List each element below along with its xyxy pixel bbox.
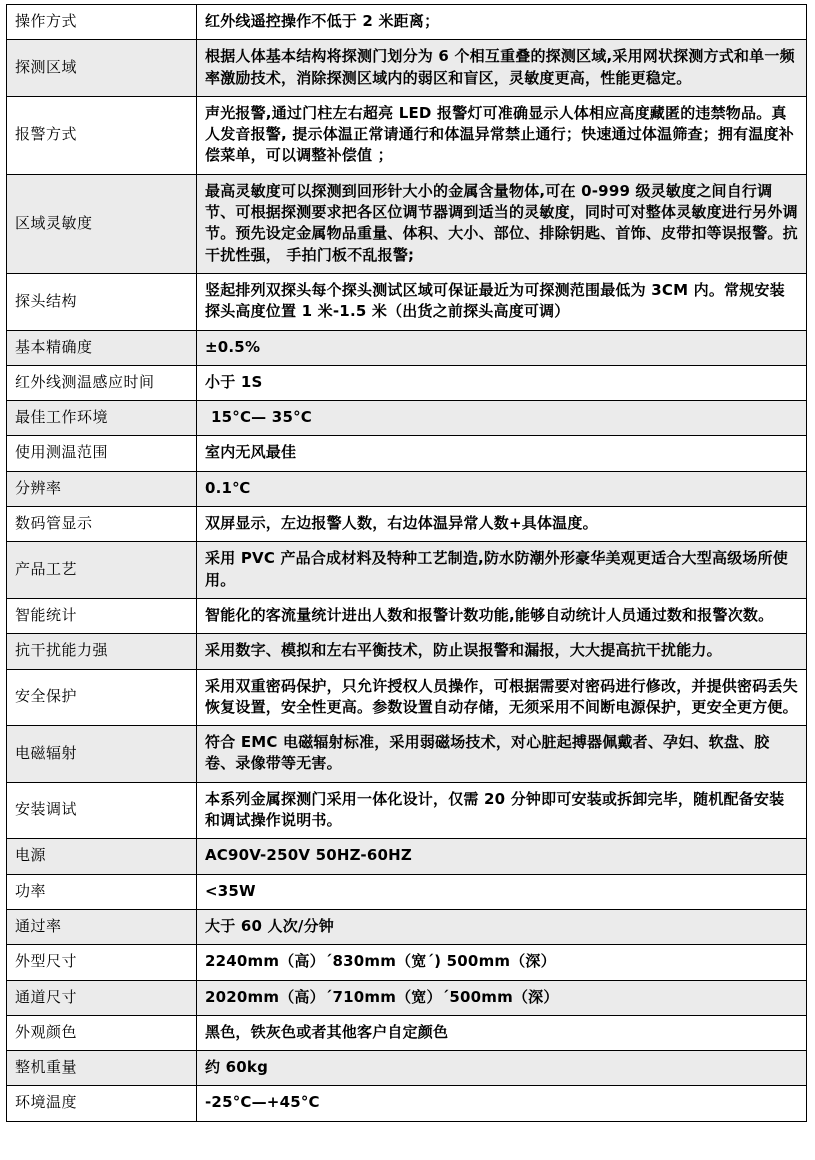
spec-label: 使用测温范围: [7, 436, 197, 471]
spec-label: 外观颜色: [7, 1015, 197, 1050]
spec-label: 功率: [7, 874, 197, 909]
table-row: [7, 96, 807, 174]
spec-label: 通过率: [7, 909, 197, 944]
spec-value: 小于 1S: [197, 365, 807, 400]
spec-value-text: 15°C— 35°C: [211, 408, 312, 427]
spec-value: 智能化的客流量统计进出人数和报警计数功能,能够自动统计人员通过数和报警次数。: [197, 598, 807, 633]
spec-label: 报警方式: [7, 96, 197, 174]
spec-value: 2020mm（高）´710mm（宽）´500mm（深）: [197, 980, 807, 1015]
spec-value: ±0.5%: [197, 330, 807, 365]
spec-value: 根据人体基本结构将探测门划分为 6 个相互重叠的探测区域,采用网状探测方式和单一频率激励技术，消除探测区域内的弱区和盲区，灵敏度更高，性能更稳定。: [197, 40, 807, 97]
spec-value: <35W: [197, 874, 807, 909]
spec-value: 约 60kg: [197, 1051, 807, 1086]
spec-label: 安全保护: [7, 669, 197, 726]
spec-label: 探测区域: [7, 40, 197, 97]
spec-value: 本系列金属探测门采用一体化设计，仅需 20 分钟即可安装或拆卸完毕，随机配备安装和调试操作说明书。: [197, 782, 807, 839]
spec-value: 符合 EMC 电磁辐射标准，采用弱磁场技术，对心脏起搏器佩戴者、孕妇、软盘、胶卷、录像带等无害。: [197, 726, 807, 783]
spec-label: 探头结构: [7, 273, 197, 330]
table-row: [7, 874, 807, 909]
spec-value: AC90V-250V 50HZ-60HZ: [197, 839, 807, 874]
spec-label: 智能统计: [7, 598, 197, 633]
spec-value: 声光报警,通过门柱左右超亮 LED 报警灯可准确显示人体相应高度藏匿的违禁物品。真人发音报警, 提示体温正常请通行和体温异常禁止通行；快速通过体温筛查；拥有温度补偿菜单，可以调整补偿值 ；: [197, 96, 807, 174]
table-row: [7, 669, 807, 726]
spec-value: 采用双重密码保护，只允许授权人员操作，可根据需要对密码进行修改，并提供密码丢失恢复设置，安全性更高。参数设置自动存储，无须采用不间断电源保护，更安全更方便。: [197, 669, 807, 726]
spec-label: 操作方式: [7, 5, 197, 40]
spec-label: 电源: [7, 839, 197, 874]
spec-label: 分辨率: [7, 471, 197, 506]
spec-label: 红外线测温感应时间: [7, 365, 197, 400]
table-row: [7, 542, 807, 599]
table-row: [7, 401, 807, 436]
spec-label: 数码管显示: [7, 507, 197, 542]
table-row: [7, 330, 807, 365]
table-row: [7, 365, 807, 400]
spec-label: 区域灵敏度: [7, 174, 197, 273]
table-row: [7, 782, 807, 839]
table-row: [7, 945, 807, 980]
table-row: [7, 5, 807, 40]
spec-label: 产品工艺: [7, 542, 197, 599]
spec-label: 通道尺寸: [7, 980, 197, 1015]
spec-label: 基本精确度: [7, 330, 197, 365]
table-row: [7, 471, 807, 506]
spec-value: 竖起排列双探头每个探头测试区域可保证最近为可探测范围最低为 3CM 内。常规安装探头高度位置 1 米-1.5 米（出货之前探头高度可调）: [197, 273, 807, 330]
table-row: [7, 436, 807, 471]
spec-value: 最高灵敏度可以探测到回形针大小的金属含量物体,可在 0-999 级灵敏度之间自行调节、可根据探测要求把各区位调节器调到适当的灵敏度，同时可对整体灵敏度进行另外调节。预先设定金属物品重量、体积、大小、部位、排除钥匙、首饰、皮带扣等误报警。抗干扰性强， 手拍门板不乱报警;: [197, 174, 807, 273]
spec-value: 采用 PVC 产品合成材料及特种工艺制造,防水防潮外形豪华美观更适合大型高级场所使用。: [197, 542, 807, 599]
table-row: [7, 980, 807, 1015]
table-row: [7, 598, 807, 633]
table-row: [7, 909, 807, 944]
spec-value: -25°C—+45°C: [197, 1086, 807, 1121]
spec-value: 室内无风最佳: [197, 436, 807, 471]
table-row: [7, 507, 807, 542]
table-row: [7, 40, 807, 97]
spec-label: 整机重量: [7, 1051, 197, 1086]
spec-label: 电磁辐射: [7, 726, 197, 783]
spec-label: 安装调试: [7, 782, 197, 839]
spec-label: 外型尺寸: [7, 945, 197, 980]
table-row: [7, 634, 807, 669]
spec-label: 抗干扰能力强: [7, 634, 197, 669]
spec-value: [197, 401, 807, 436]
spec-value: 0.1℃: [197, 471, 807, 506]
spec-value: 采用数字、模拟和左右平衡技术，防止误报警和漏报，大大提高抗干扰能力。: [197, 634, 807, 669]
spec-value: 红外线遥控操作不低于 2 米距离；: [197, 5, 807, 40]
spec-label: 环境温度: [7, 1086, 197, 1121]
table-row: [7, 1015, 807, 1050]
table-row: [7, 839, 807, 874]
specification-table: [6, 4, 807, 1122]
table-row: [7, 273, 807, 330]
specification-table-body: [7, 5, 807, 1122]
table-row: [7, 174, 807, 273]
spec-value: 2240mm（高）´830mm（宽´) 500mm（深）: [197, 945, 807, 980]
spec-value: 大于 60 人次/分钟: [197, 909, 807, 944]
spec-value: 黑色，铁灰色或者其他客户自定颜色: [197, 1015, 807, 1050]
table-row: [7, 726, 807, 783]
table-row: [7, 1086, 807, 1121]
table-row: [7, 1051, 807, 1086]
spec-label: 最佳工作环境: [7, 401, 197, 436]
spec-value: 双屏显示，左边报警人数，右边体温异常人数+具体温度。: [197, 507, 807, 542]
